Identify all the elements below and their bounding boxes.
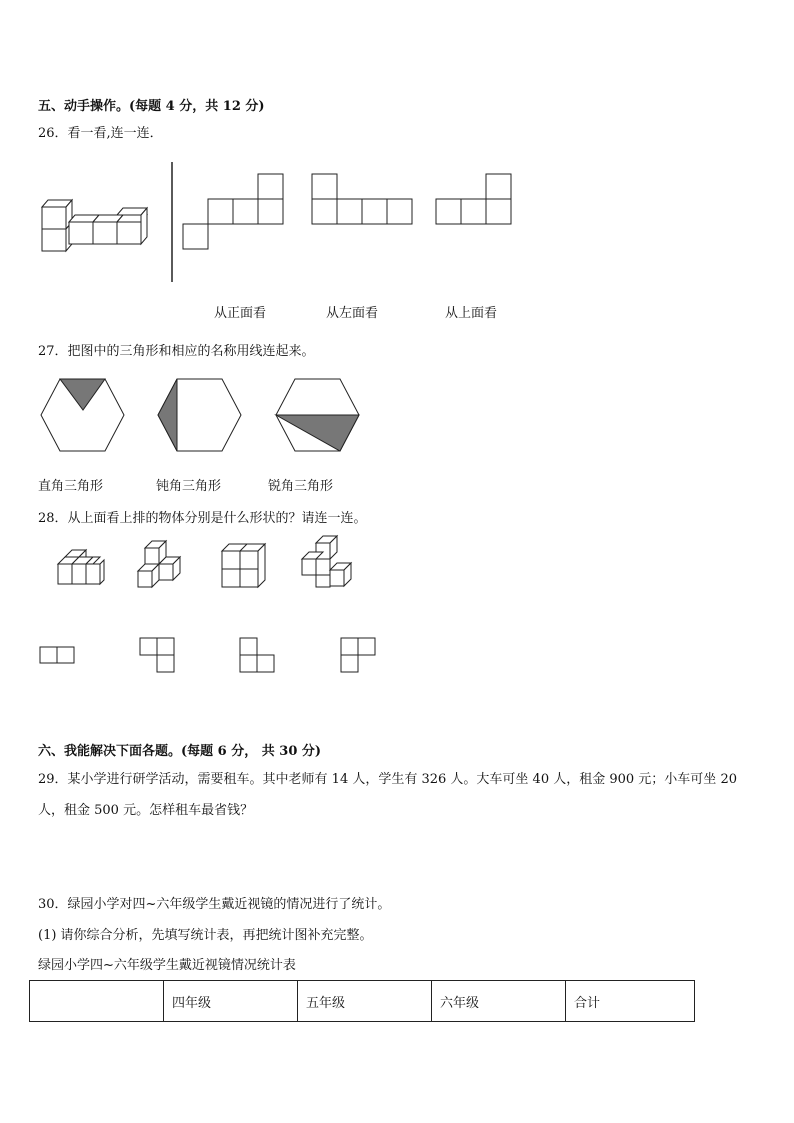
table-cell-blank	[30, 981, 164, 1022]
q26-divider	[170, 162, 174, 282]
q27-hexagon-1	[40, 378, 126, 452]
q28-object-3	[221, 543, 269, 589]
q29-line-2: 人，租金 500 元。怎样租车最省钱？	[38, 803, 254, 818]
q28-view-2	[140, 638, 176, 674]
q28-view-4	[341, 638, 377, 674]
q27-label-acute: 锐角三角形	[268, 479, 334, 494]
q28-object-4	[301, 536, 353, 590]
q28-view-1	[40, 647, 76, 665]
q27-hexagon-2	[157, 378, 243, 452]
q30-sub-1: (1) 请你综合分析，先填写统计表，再把统计图补充完整。	[38, 928, 373, 943]
table-header-grade6: 六年级	[432, 981, 566, 1022]
q26-block-assembly	[40, 195, 155, 255]
q28-view-3	[240, 638, 276, 674]
table-header-row	[30, 981, 695, 1022]
q26-view-3	[436, 174, 514, 226]
q26-caption-front: 从正面看	[214, 306, 267, 321]
table-header-total: 合计	[566, 981, 695, 1022]
q28-object-2	[137, 541, 189, 591]
q30-text: 30．绿园小学对四~六年级学生戴近视镜的情况进行了统计。	[38, 897, 391, 912]
q30-statistics-table	[29, 980, 695, 1022]
q29-line-1: 29．某小学进行研学活动，需要租车。其中老师有 14 人，学生有 326 人。大车可坐 40 人，租金 900 元；小车可坐 20	[38, 772, 737, 787]
q27-label-obtuse: 钝角三角形	[156, 479, 222, 494]
q26-caption-left: 从左面看	[326, 306, 379, 321]
q30-table-title: 绿园小学四~六年级学生戴近视镜情况统计表	[38, 958, 296, 973]
q27-hexagon-3	[275, 378, 361, 452]
q27-label-right: 直角三角形	[38, 479, 104, 494]
q26-text: 26．看一看,连一连．	[38, 126, 163, 141]
q28-object-1	[57, 550, 105, 588]
q27-text: 27．把图中的三角形和相应的名称用线连起来。	[38, 344, 315, 359]
section5-header: 五、动手操作。(每题 4 分，共 12 分)	[38, 99, 265, 114]
section6-header: 六、我能解决下面各题。(每题 6 分， 共 30 分)	[38, 744, 322, 759]
q26-caption-top: 从上面看	[445, 306, 498, 321]
table-header-grade5: 五年级	[298, 981, 432, 1022]
table-header-grade4: 四年级	[164, 981, 298, 1022]
q26-view-1	[183, 174, 285, 250]
q28-text: 28．从上面看上排的物体分别是什么形状的？请连一连。	[38, 511, 367, 526]
q26-view-2	[312, 174, 414, 226]
